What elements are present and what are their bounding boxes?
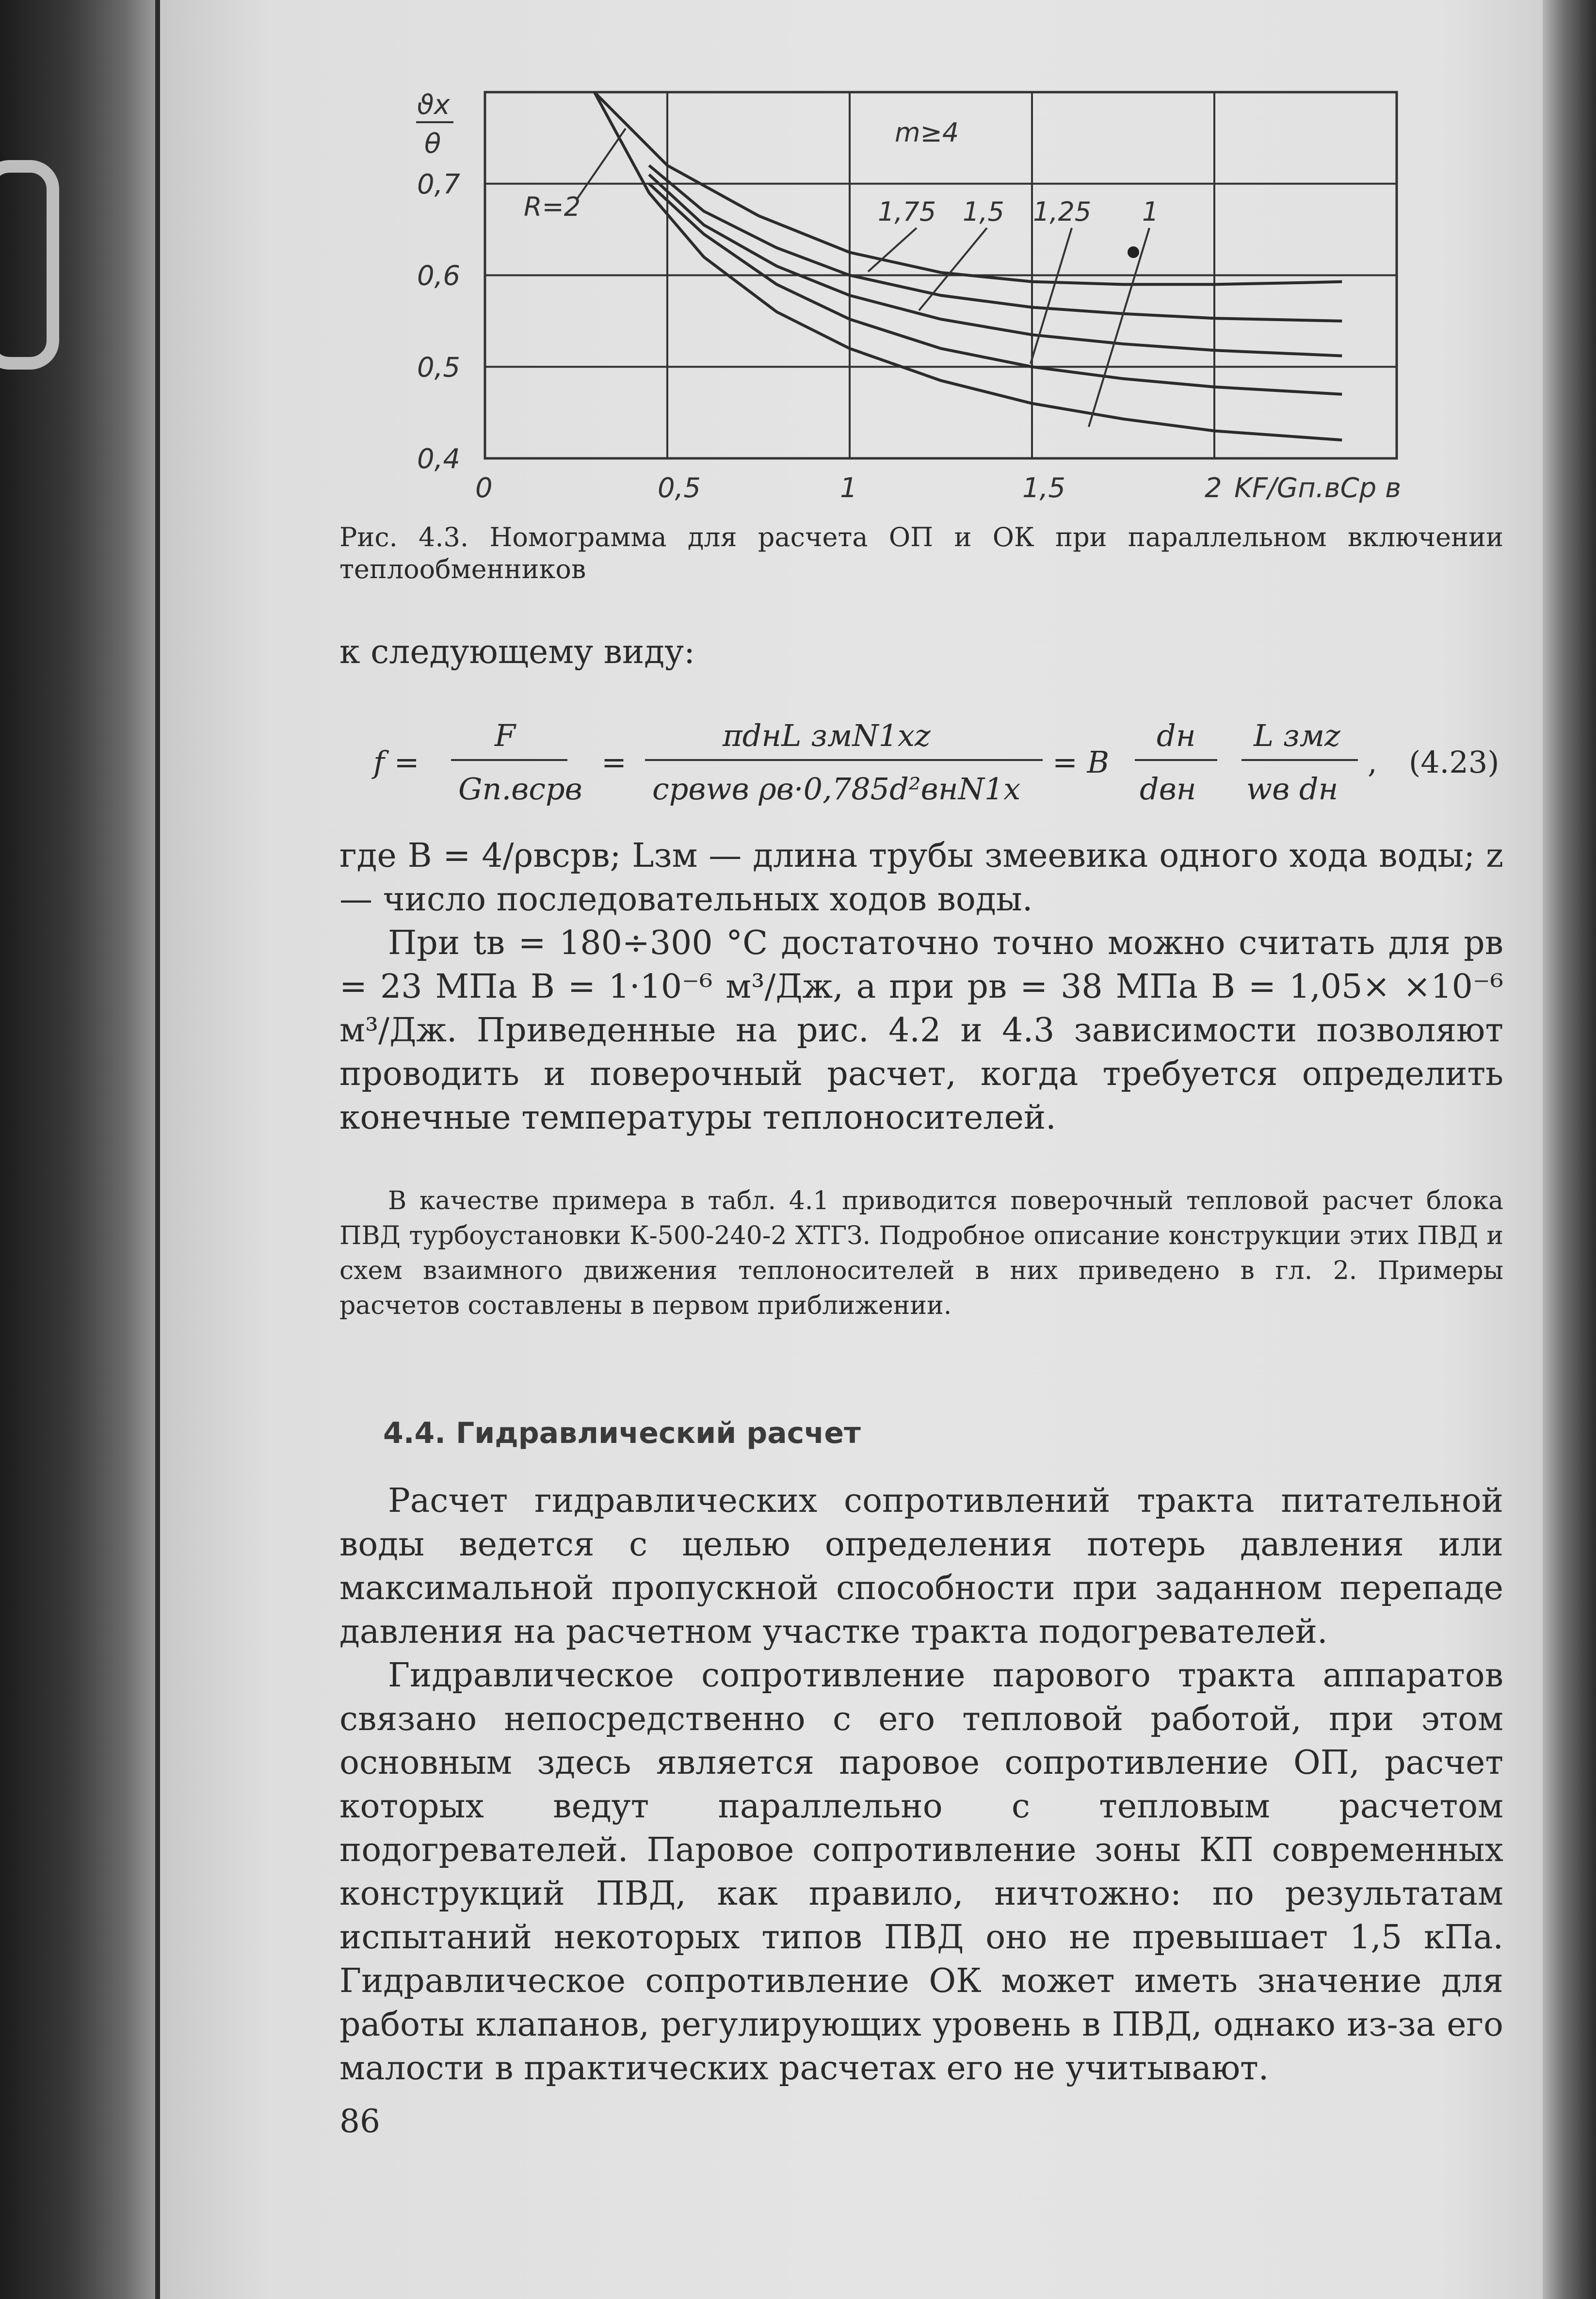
curve-label-15: 1,5: [963, 196, 1004, 227]
section-body: [339, 1479, 1503, 2090]
intro-line: к следующему виду:: [339, 633, 695, 671]
curve-label-125: 1,25: [1033, 196, 1092, 227]
formula-fraction-2-denominator: cрвwв ρв·0,785d²внN1x: [652, 771, 1021, 807]
x-axis-label: KF/Gп.вCр в: [1234, 472, 1402, 504]
formula-fraction-3-numerator: dн: [1157, 718, 1196, 753]
formula-fraction-4-denominator: wв dн: [1246, 771, 1338, 807]
paragraph-where: где B = 4/ρвcрв; Lзм — длина трубы змеевика одного хода воды; z — число последовательных ходов воды.: [339, 837, 1503, 919]
y-tick-label: 0,6: [417, 260, 461, 292]
y-axis-ticks: [417, 169, 460, 475]
formula-explanation: [339, 834, 1503, 1140]
formula-equals-1: =: [601, 745, 627, 780]
curve-label-m: m≥4: [895, 117, 959, 148]
leader-line: [577, 129, 626, 199]
formula-fraction-1-denominator: Gп.вcрв: [458, 771, 582, 807]
formula-fraction-4-numerator: L змz: [1254, 718, 1340, 753]
x-tick-label: 0: [475, 472, 493, 504]
y-tick-label: 0,5: [417, 352, 461, 384]
figure-caption: Рис. 4.3. Номограмма для расчета ОП и ОК при параллельном включении теплообменников: [339, 522, 1503, 584]
leader-line: [1089, 228, 1149, 427]
formula-fraction-2-bar: [645, 759, 1043, 761]
paragraph-hydraulic-2: Гидравлическое сопротивление парового тракта аппаратов связано непосредственно с его тепловой работой, при этом основным здесь является паровое сопротивление ОП, расчет которых ведут параллельно с тепловым расчетом подогревателей. Паровое сопротивление зоны КП современных конструкций ПВД, как правило, ничтожно: по результатам испытаний некоторых типов ПВД оно не превышает 1,5 кПа. Гидравлическое сопротивление ОК может иметь значение для работы клапанов, регулирующих уровень в ПВД, однако из-за его малости в практических расчетах его не учитывают.: [339, 1656, 1503, 2088]
y-tick-label: 0,4: [417, 443, 461, 475]
x-tick-label: 1,5: [1022, 472, 1066, 504]
formula-equals-b: = B: [1052, 745, 1110, 780]
formula-fraction-3-denominator: dвн: [1140, 771, 1196, 807]
paragraph-hydraulic-1: Расчет гидравлических сопротивлений тракта питательной воды ведется с целью определения потерь давления или максимальной пропускной способности при заданном перепаде давления на расчетном участке тракта подогревателей.: [339, 1482, 1503, 1651]
y-axis-label-denominator: θ: [424, 128, 441, 160]
curve-label-1: 1: [1142, 196, 1159, 227]
curve-m≥4: [595, 92, 1342, 284]
y-tick-label: 0,7: [417, 168, 461, 200]
paragraph-example: В качестве примера в табл. 4.1 приводится поверочный тепловой расчет блока ПВД турбоустановки К-500-240-2 ХТГЗ. Подробное описание конструкции этих ПВД и схем взаимного движения теплоносителей в них приведено в гл. 2. Примеры расчетов составлены в первом приближении.: [339, 1186, 1503, 1320]
x-tick-label: 1: [840, 472, 857, 504]
marker-dot: [1128, 246, 1139, 258]
formula-fraction-2-numerator: πdнL змN1xz: [723, 718, 931, 753]
section-heading: 4.4. Гидравлический расчет: [383, 1416, 861, 1450]
y-axis-label-numerator: ϑx: [417, 89, 450, 121]
curve-1,75: [649, 165, 1342, 321]
formula-comma: ,: [1368, 745, 1377, 780]
chart-curves: [595, 92, 1342, 440]
formula-fraction-1-numerator: F: [495, 718, 516, 753]
formula-4-23: [373, 713, 1513, 825]
formula-fraction-3-bar: [1135, 759, 1217, 761]
nomogram-figure: [0, 0, 1596, 519]
x-tick-label: 0,5: [658, 472, 701, 504]
paragraph-when: При tв = 180÷300 °С достаточно точно можно считать для pв = 23 МПа B = 1·10⁻⁶ м³/Дж, а при pв = 38 МПа B = 1,05× ×10⁻⁶ м³/Дж. Приведенные на рис. 4.2 и 4.3 зависимости позволяют проводить и поверочный расчет, когда требуется определить конечные температуры теплоносителей.: [339, 924, 1503, 1137]
formula-number: (4.23): [1409, 745, 1499, 780]
page-number: 86: [339, 2103, 380, 2140]
formula-fraction-4-bar: [1241, 759, 1358, 761]
formula-lhs: f =: [373, 745, 419, 780]
leader-line: [1031, 228, 1072, 364]
formula-fraction-1-bar: [451, 759, 567, 761]
x-axis-ticks: [475, 472, 1222, 504]
x-tick-label: 2: [1205, 472, 1222, 504]
curve-label-r: R=2: [524, 192, 581, 222]
curve-label-175: 1,75: [878, 196, 936, 227]
